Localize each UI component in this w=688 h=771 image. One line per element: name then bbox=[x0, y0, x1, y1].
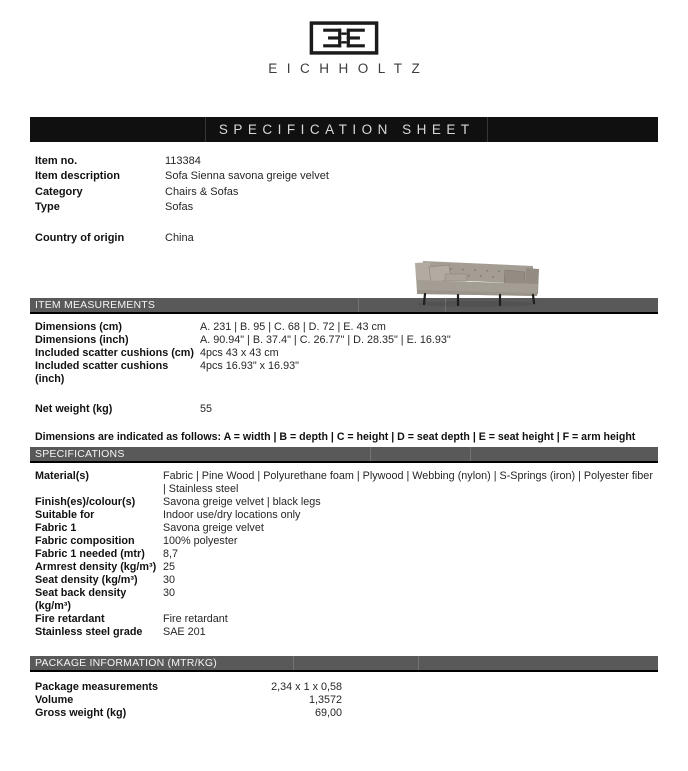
banner-divider bbox=[370, 447, 371, 461]
dimensions-legend-note: Dimensions are indicated as follows: A = width | B = depth | C = height | D = seat depth | E = seat height | F = arm height bbox=[35, 431, 636, 444]
section-header-package-information bbox=[30, 656, 658, 672]
row-value: Chairs & Sofas bbox=[165, 185, 239, 198]
row-value: 69,00 bbox=[314, 707, 342, 720]
row-value: Fire retardant bbox=[163, 613, 228, 626]
specification-row bbox=[30, 613, 658, 626]
row-label: Included scatter cushions (cm) bbox=[35, 347, 194, 360]
banner-divider bbox=[205, 117, 206, 142]
row-label: Finish(es)/colour(s) bbox=[35, 496, 136, 509]
row-label: Gross weight (kg) bbox=[35, 707, 127, 720]
eichholtz-logo-icon bbox=[309, 21, 379, 55]
row-label: Dimensions (cm) bbox=[35, 321, 122, 334]
row-value: 100% polyester bbox=[163, 535, 238, 548]
measurement-row bbox=[30, 321, 658, 334]
specification-row bbox=[30, 548, 658, 561]
banner-divider bbox=[358, 298, 359, 312]
specification-row bbox=[30, 574, 658, 587]
banner-divider bbox=[418, 656, 419, 670]
row-label: Suitable for bbox=[35, 509, 95, 522]
row-label: Net weight (kg) bbox=[35, 403, 113, 416]
row-value: China bbox=[165, 232, 194, 245]
row-value: 4pcs 43 x 43 cm bbox=[200, 347, 279, 360]
row-label: Fabric 1 needed (mtr) bbox=[35, 548, 145, 561]
item-info-row bbox=[30, 169, 658, 184]
row-value: 25 bbox=[163, 561, 176, 574]
measurement-row bbox=[30, 403, 658, 416]
row-label: Material(s) bbox=[35, 470, 90, 483]
banner-divider bbox=[470, 447, 471, 461]
package-row bbox=[30, 707, 658, 720]
specification-row bbox=[30, 535, 658, 548]
row-label: Fabric composition bbox=[35, 535, 135, 548]
specification-row bbox=[30, 587, 658, 613]
package-row bbox=[30, 681, 658, 694]
row-value: 2,34 x 1 x 0,58 bbox=[271, 681, 342, 694]
row-value: 113384 bbox=[165, 155, 201, 167]
product-image bbox=[405, 250, 550, 308]
package-section bbox=[30, 681, 658, 720]
row-value: 8,7 bbox=[163, 548, 179, 561]
row-value: Indoor use/dry locations only bbox=[163, 509, 301, 522]
specification-row bbox=[30, 509, 658, 522]
row-value: 55 bbox=[200, 403, 213, 416]
row-label: Item no. bbox=[35, 155, 78, 167]
row-label: Seat back density (kg/m³) bbox=[35, 587, 127, 613]
section-title: ITEM MEASUREMENTS bbox=[35, 299, 156, 312]
specification-row bbox=[30, 561, 658, 574]
row-label: Country of origin bbox=[35, 232, 125, 245]
row-value: Savona greige velvet | black legs bbox=[163, 496, 321, 509]
sheet-title: SPECIFICATION SHEET bbox=[218, 122, 475, 137]
row-label: Type bbox=[35, 201, 60, 214]
measurements-section bbox=[30, 321, 658, 416]
specification-sheet-page bbox=[30, 21, 658, 720]
banner-divider bbox=[293, 656, 294, 670]
row-value: Savona greige velvet bbox=[163, 522, 264, 535]
row-label: Stainless steel grade bbox=[35, 626, 143, 639]
specification-row bbox=[30, 470, 658, 496]
measurement-row bbox=[30, 334, 658, 347]
section-header-item-measurements bbox=[30, 298, 658, 314]
row-label: Category bbox=[35, 185, 83, 198]
package-row bbox=[30, 694, 658, 707]
section-header-specifications bbox=[30, 447, 658, 463]
row-value: A. 90.94" | B. 37.4" | C. 26.77" | D. 28.35" | E. 16.93" bbox=[200, 334, 451, 347]
item-info-row bbox=[30, 154, 658, 169]
row-value: SAE 201 bbox=[163, 626, 206, 639]
row-value: Fabric | Pine Wood | Polyurethane foam | Plywood | Webbing (nylon) | S-Springs (iron) | Polyester fiber | Stainless steel bbox=[163, 470, 653, 496]
row-label: Item description bbox=[35, 170, 120, 183]
row-value: 4pcs 16.93" x 16.93" bbox=[200, 360, 299, 373]
row-label: Package measurements bbox=[35, 681, 159, 694]
row-label: Seat density (kg/m³) bbox=[35, 574, 138, 587]
row-label: Included scatter cushions (inch) bbox=[35, 360, 169, 386]
item-info-section bbox=[30, 154, 658, 246]
row-value: 1,3572 bbox=[308, 694, 342, 707]
item-info-row bbox=[30, 231, 658, 246]
row-value: 30 bbox=[163, 574, 176, 587]
specification-row bbox=[30, 522, 658, 535]
section-title: SPECIFICATIONS bbox=[35, 448, 125, 461]
brand-name: EICHHOLTZ bbox=[268, 61, 430, 76]
row-label: Volume bbox=[35, 694, 74, 707]
banner-divider bbox=[487, 117, 488, 142]
measurement-row bbox=[30, 347, 658, 360]
section-title: PACKAGE INFORMATION (MTR/KG) bbox=[35, 657, 217, 670]
specification-row bbox=[30, 626, 658, 639]
row-value: A. 231 | B. 95 | C. 68 | D. 72 | E. 43 cm bbox=[200, 321, 386, 334]
sofa-illustration bbox=[405, 250, 550, 308]
row-label: Fabric 1 bbox=[35, 522, 77, 535]
row-value: 30 bbox=[163, 587, 176, 600]
row-value: Sofas bbox=[165, 201, 194, 214]
measurement-row bbox=[30, 360, 658, 386]
item-info-row bbox=[30, 185, 658, 200]
item-info-row bbox=[30, 200, 658, 215]
specification-row bbox=[30, 496, 658, 509]
specifications-section bbox=[30, 470, 658, 639]
row-value: Sofa Sienna savona greige velvet bbox=[165, 170, 329, 183]
row-label: Dimensions (inch) bbox=[35, 334, 129, 347]
row-label: Armrest density (kg/m³) bbox=[35, 561, 157, 574]
sheet-title-banner bbox=[30, 117, 658, 142]
row-label: Fire retardant bbox=[35, 613, 105, 626]
